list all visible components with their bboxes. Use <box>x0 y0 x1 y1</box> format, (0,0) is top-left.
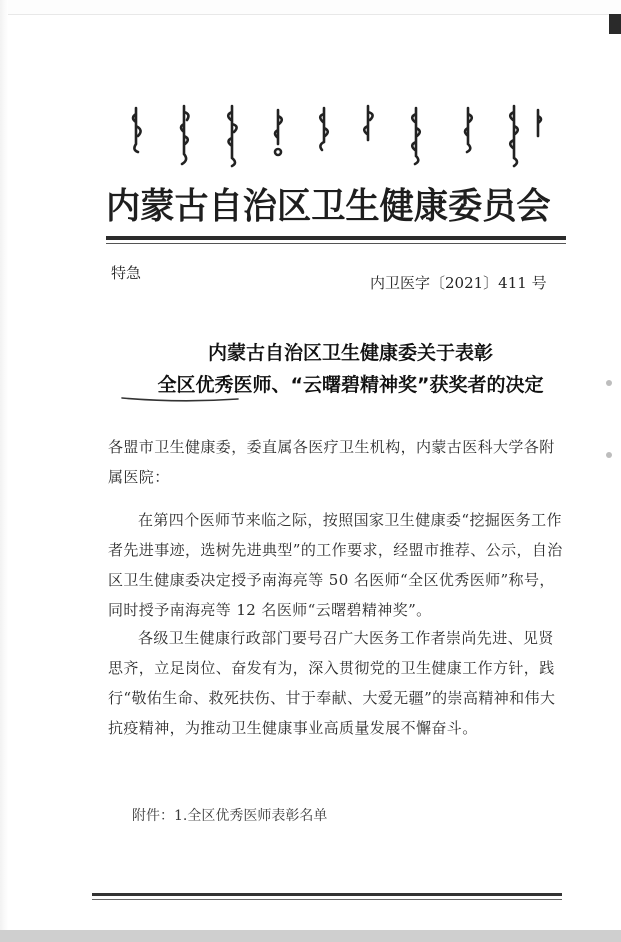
urgency-label: 特急 <box>111 264 142 282</box>
footer-rule-thin <box>92 899 562 900</box>
attachment-note: 附件：1.全区优秀医师表彰名单 <box>132 808 328 824</box>
scan-bottom-edge <box>0 930 621 942</box>
header-rule <box>106 236 566 240</box>
scan-top-edge <box>0 0 621 15</box>
scan-left-edge <box>0 0 8 942</box>
body-paragraph: 在第四个医师节来临之际，按照国家卫生健康委“挖掘医务工作者先进事迹，选树先进典型”的工作要求，经盟市推荐、公示，自治区卫生健康委决定授予南海亮等 50 名医师“全区优秀医师”称号，同时授予南海亮等 12 名医师“云曙碧精神奖”。 <box>108 511 563 619</box>
document-title-line-2: 全区优秀医师、“云曙碧精神奖”获奖者的决定 <box>157 374 544 396</box>
mongolian-script-letterhead <box>128 100 548 172</box>
header-rule-thin <box>106 243 566 244</box>
scan-corner-shadow <box>609 14 621 34</box>
binding-hole-mark <box>606 452 612 458</box>
authority-name: 内蒙古自治区卫生健康委员会 <box>106 185 551 227</box>
body-paragraph: 各级卫生健康行政部门要号召广大医务工作者崇尚先进、见贤思齐，立足岗位、奋发有为，深入贯彻党的卫生健康工作方针，践行“敬佑生命、救死扶伤、甘于奉献、大爱无疆”的崇高精神和伟大抗疫精神，为推动卫生健康事业高质量发展不懈奋斗。 <box>108 629 556 737</box>
salutation: 各盟市卫生健康委，委直属各医疗卫生机构，内蒙古医科大学各附属医院： <box>108 438 555 486</box>
hand-underline-mark <box>120 394 240 404</box>
document-number: 内卫医字〔2021〕411 号 <box>370 274 547 292</box>
document-title-line-1: 内蒙古自治区卫生健康委关于表彰 <box>207 342 493 364</box>
footer-rule <box>92 893 562 896</box>
